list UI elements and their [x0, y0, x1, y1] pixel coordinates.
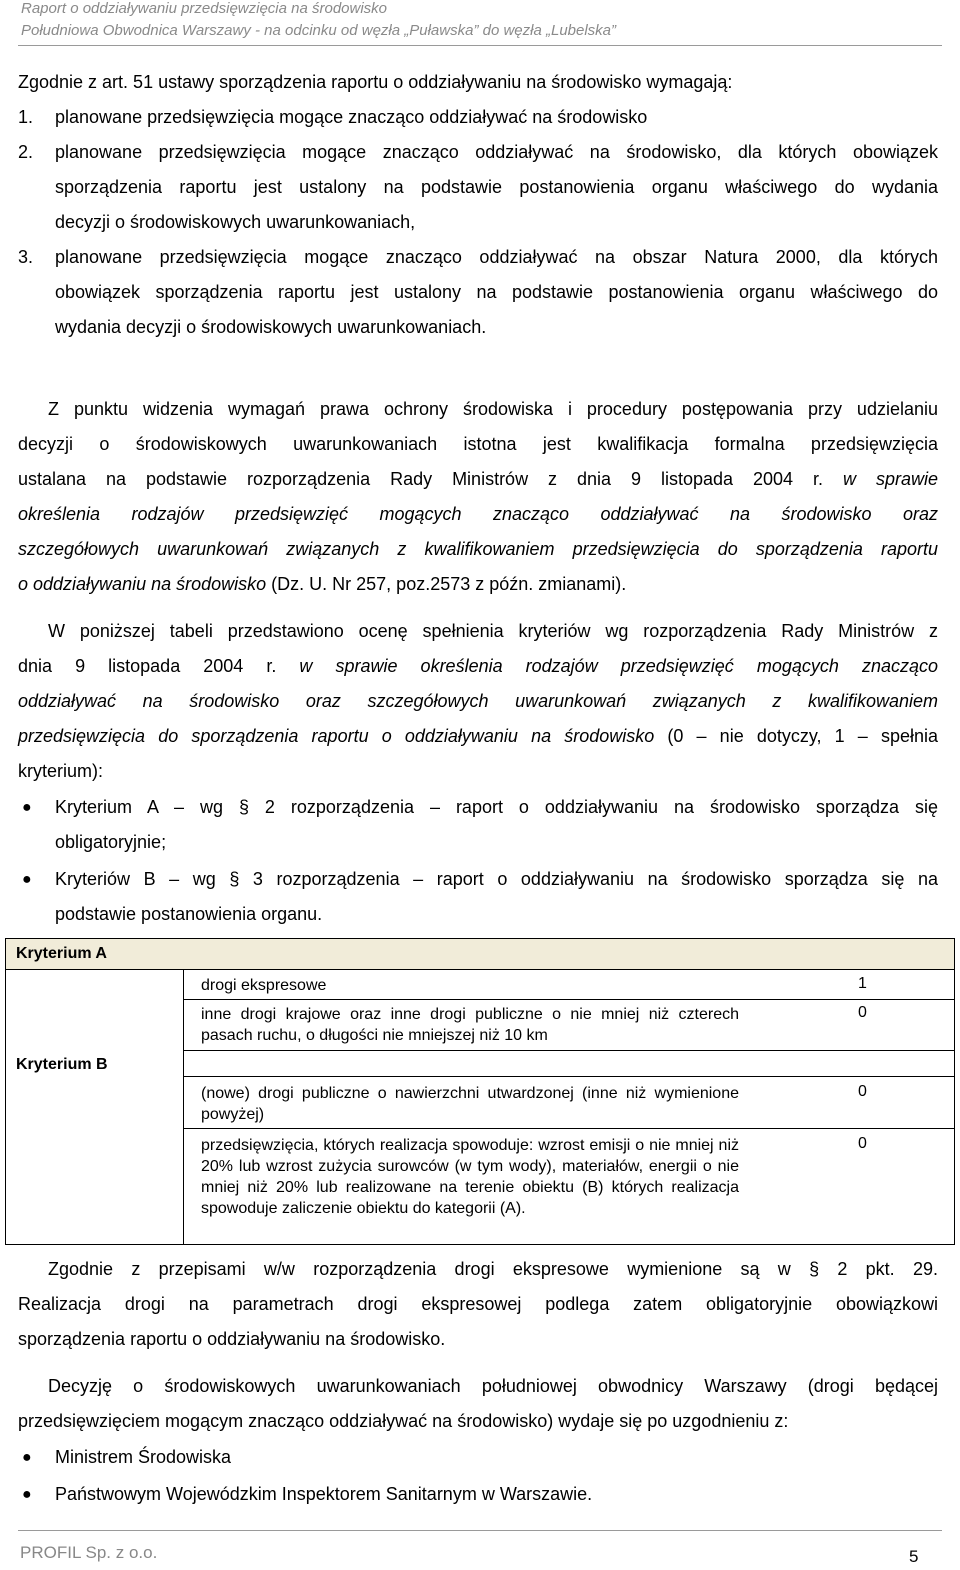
list-item — [18, 240, 938, 345]
list-item — [18, 135, 938, 240]
running-header-title: Raport o oddziaływaniu przedsięwzięcia na środowisko — [21, 0, 388, 17]
paragraph-table-intro — [18, 614, 938, 789]
regulation-title: w sprawie — [843, 469, 938, 489]
criterion-description: (nowe) drogi publiczne o nawierzchni utwardzonej (inne niż wymienione powyżej) — [201, 1085, 739, 1123]
table-row-divider — [184, 1076, 954, 1077]
header-divider — [18, 45, 942, 46]
running-header-subtitle: Południowa Obwodnica Warszawy - na odcinku od węzła „Puławska” do węzła „Lubelska” — [21, 22, 617, 39]
list-text-line: planowane przedsięwzięcia mogące znacząco oddziaływać na obszar Natura 2000, dla których — [55, 247, 938, 267]
regulation-title: szczegółowych uwarunkowań związanych z kwalifikowaniem przedsięwzięcia do sporządzenia raportu — [18, 539, 938, 559]
paragraph-line: sporządzenia raportu o oddziaływaniu na środowisko. — [18, 1329, 446, 1349]
criterion-value: 0 — [858, 1083, 867, 1100]
paragraph-line — [18, 719, 938, 754]
paragraph-text: (0 – nie dotyczy, 1 – spełnia — [654, 726, 938, 746]
paragraph-line — [18, 684, 938, 719]
criterion-description: inne drogi krajowe oraz inne drogi publiczne o nie mniej niż czterech pasach ruchu, o długości nie mniejszej niż 10 km — [201, 1006, 739, 1044]
list-text-line: wydania decyzji o środowiskowych uwarunkowaniach. — [55, 317, 487, 337]
bullet-text-line: obligatoryjnie; — [55, 832, 167, 852]
paragraph-text: dnia 9 listopada 2004 r. — [18, 656, 300, 676]
criterion-a-label: Kryterium A — [16, 945, 107, 962]
bullet-item — [18, 1440, 938, 1475]
table-row — [184, 1129, 954, 1244]
criterion-description: drogi ekspresowe — [201, 977, 327, 994]
paragraph-line: kryterium): — [18, 761, 103, 781]
regulation-title: w sprawie określenia rodzajów przedsięwzięć mogących znacząco — [299, 656, 938, 676]
paragraph-legal-basis — [18, 392, 938, 602]
regulation-title: oddziaływać na środowisko oraz szczegółowych uwarunkowań związanych z kwalifikowaniem — [18, 691, 938, 711]
intro-text: Zgodnie z art. 51 ustawy sporządzenia raportu o oddziaływaniu na środowisko wymagają: — [18, 72, 733, 92]
table-row — [184, 1000, 954, 1051]
paragraph-line: decyzji o środowiskowych uwarunkowaniach istotna jest kwalifikacja formalna przedsięwzięcia — [18, 434, 938, 454]
paragraph-line: Zgodnie z przepisami w/w rozporządzenia drogi ekspresowe wymienione są w § 2 pkt. 29. — [48, 1259, 938, 1279]
paragraph-line — [18, 649, 938, 684]
table-row-divider — [184, 1050, 954, 1051]
criterion-b-label: Kryterium B — [16, 1056, 108, 1073]
paragraph-line: Z punktu widzenia wymagań prawa ochrony środowiska i procedury postępowania przy udzielaniu — [48, 399, 938, 419]
list-number: 1. — [18, 107, 34, 127]
list-text-line: decyzji o środowiskowych uwarunkowaniach, — [55, 212, 416, 232]
bullet-text: Państwowym Wojewódzkim Inspektorem Sanitarnym w Warszawie. — [55, 1484, 593, 1504]
bullet-item — [18, 862, 938, 932]
list-number: 2. — [18, 142, 34, 162]
list-item — [18, 100, 938, 135]
list-text: planowane przedsięwzięcia mogące znacząco oddziaływać na środowisko — [55, 107, 648, 127]
list-number: 3. — [18, 247, 34, 267]
bullet-icon: ● — [22, 799, 32, 816]
criteria-table — [5, 938, 955, 1245]
paragraph-line — [18, 462, 938, 497]
bullet-icon: ● — [22, 871, 32, 888]
regulation-title: przedsięwzięcia do sporządzenia raportu o oddziaływaniu na środowisko — [18, 726, 655, 746]
bullet-text-line: Kryterium A – wg § 2 rozporządzenia – raport o oddziaływaniu na środowisko sporządza się — [55, 797, 938, 817]
criterion-value: 0 — [858, 1135, 867, 1152]
paragraph-decision — [18, 1369, 938, 1439]
footer-company: PROFIL Sp. z o.o. — [20, 1543, 158, 1562]
paragraph-line — [18, 567, 938, 602]
paragraph-line: przedsięwzięciem mogącym znacząco oddziaływać na środowisko) wydaje się po uzgodnieniu z: — [18, 1411, 789, 1431]
bullet-text-line: podstawie postanowienia organu. — [55, 904, 323, 924]
footer-divider — [18, 1530, 942, 1531]
regulation-title: określenia rodzajów przedsięwzięć mogących znacząco oddziaływać na środowisko oraz — [18, 504, 938, 524]
bullet-icon: ● — [22, 1449, 32, 1466]
paragraph-line — [18, 532, 938, 567]
criterion-a-header-band — [6, 939, 954, 970]
bullet-item — [18, 1477, 938, 1512]
list-text-line: sporządzenia raportu jest ustalony na podstawie postanowienia organu właściwego do wydania — [55, 177, 938, 197]
regulation-title: o oddziaływaniu na środowisko — [18, 574, 267, 594]
bullet-item — [18, 790, 938, 860]
paragraph-line — [18, 497, 938, 532]
list-text-line: obowiązek sporządzenia raportu jest ustalony na podstawie postanowienia organu właściwego do — [55, 282, 938, 302]
paragraph-text: ustalana na podstawie rozporządzenia Rady Ministrów z dnia 9 listopada 2004 r. — [18, 469, 843, 489]
table-row — [184, 970, 954, 1000]
criterion-description: przedsięwzięcia, których realizacja spowoduje: wzrost emisji o nie mniej niż 20% lub wzrost zużycia surowców (w tym wody), materiałów, energii o nie mniej niż 20% lub realizowane na terenie obiektu (B) których realizacja spowoduje zaliczenie obiektu do kategorii (A). — [201, 1137, 739, 1217]
bullet-text-line: Kryteriów B – wg § 3 rozporządzenia – raport o oddziaływaniu na środowisko sporządza się na — [55, 869, 938, 889]
bullet-text: Ministrem Środowiska — [55, 1447, 232, 1467]
page-number: 5 — [909, 1547, 919, 1566]
table-row — [184, 1077, 954, 1129]
paragraph-text: (Dz. U. Nr 257, poz.2573 z późn. zmianami). — [266, 574, 627, 594]
paragraph-line: Realizacja drogi na parametrach drogi ekspresowej podlega zatem obligatoryjnie obowiązkowi — [18, 1294, 938, 1314]
paragraph-line: W poniższej tabeli przedstawiono ocenę spełnienia kryteriów wg rozporządzenia Rady Ministrów z — [48, 621, 938, 641]
paragraph-line: Decyzję o środowiskowych uwarunkowaniach południowej obwodnicy Warszawy (drogi będącej — [48, 1376, 938, 1396]
list-text-line: planowane przedsięwzięcia mogące znacząco oddziaływać na środowisko, dla których obowiązek — [55, 142, 938, 162]
criterion-value: 1 — [858, 975, 867, 992]
paragraph-conclusion — [18, 1252, 938, 1357]
bullet-icon: ● — [22, 1486, 32, 1503]
criterion-value: 0 — [858, 1004, 867, 1021]
